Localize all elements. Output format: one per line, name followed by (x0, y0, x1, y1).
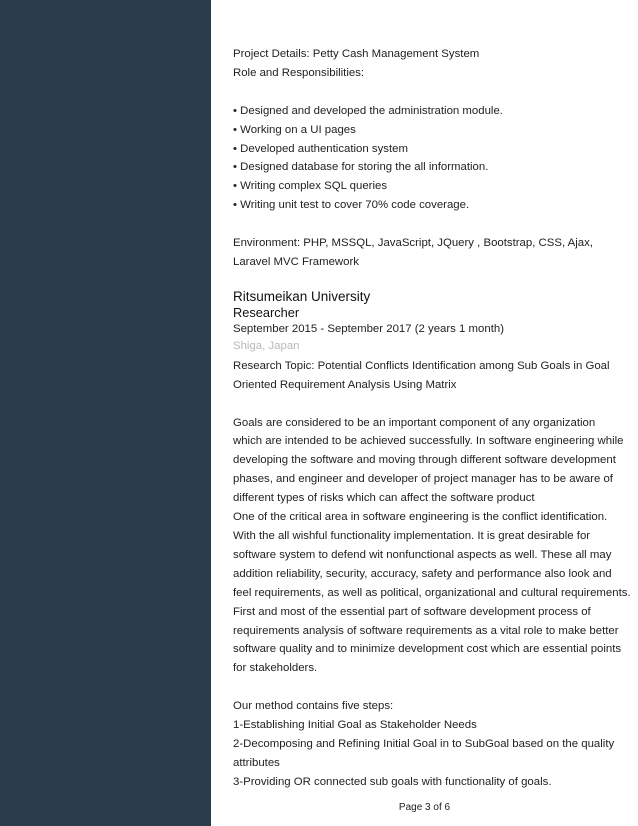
description-line: phases, and engineer and developer of project manager has to be aware of (233, 473, 613, 486)
job-role: Researcher (233, 304, 300, 320)
method-line: attributes (233, 756, 280, 769)
method-steps (233, 697, 623, 792)
research-topic-line: Oriented Requirement Analysis Using Matrix (233, 378, 457, 391)
list-item: • Writing complex SQL queries (233, 180, 388, 193)
description-line: different types of risks which can affect the software product (233, 492, 535, 505)
spacer (233, 272, 623, 286)
description-line: feel requirements, as well as political, organizational and cultural requirements. (233, 586, 631, 599)
list-item: • Working on a UI pages (233, 123, 356, 136)
description-line: First and most of the essential part of software development process of (233, 605, 591, 618)
spacer (233, 215, 623, 234)
method-line: Our method contains five steps: (233, 700, 394, 713)
spacer (233, 83, 623, 102)
environment-line: Laravel MVC Framework (233, 255, 359, 268)
description-line: which are intended to be achieved successfully. In software engineering while (233, 435, 624, 448)
list-item: • Developed authentication system (233, 142, 408, 155)
method-line: 2-Decomposing and Refining Initial Goal in to SubGoal based on the quality (233, 737, 615, 750)
job-location: Shiga, Japan (233, 339, 300, 352)
list-item: • Designed and developed the administration module. (233, 104, 503, 117)
description-line: software quality and to minimize development cost which are essential points (233, 643, 622, 656)
roles-heading: Role and Responsibilities: (233, 66, 365, 79)
company-name: Ritsumeikan University (233, 288, 371, 304)
left-sidebar-panel (0, 0, 211, 826)
environment-line: Environment: PHP, MSSQL, JavaScript, JQuery , Bootstrap, CSS, Ajax, (233, 237, 594, 250)
description-line: software system to defend wit nonfunctional aspects as well. These all may (233, 548, 612, 561)
method-line: 1-Establishing Initial Goal as Stakeholder Needs (233, 719, 477, 732)
resume-content (233, 45, 631, 792)
description-line: One of the critical area in software engineering is the conflict identification. (233, 511, 608, 524)
list-item: • Designed database for storing the all information. (233, 161, 489, 174)
method-line: 3-Providing OR connected sub goals with functionality of goals. (233, 775, 552, 788)
description-line: With the all wishful functionality implementation. It is great desirable for (233, 529, 591, 542)
description-paragraph (233, 414, 631, 679)
spacer (233, 395, 623, 414)
research-topic-line: Research Topic: Potential Conflicts Identification among Sub Goals in Goal (233, 359, 610, 372)
description-line: requirements analysis of software requirements as a vital role to make better (233, 624, 619, 637)
page-number: Page 3 of 6 (398, 802, 451, 813)
list-item: • Writing unit test to cover 70% code coverage. (233, 199, 470, 212)
job-dates: September 2015 - September 2017 (2 years 1 month) (233, 322, 504, 335)
description-line: Goals are considered to be an important component of any organization (233, 416, 596, 429)
responsibility-list (233, 102, 623, 215)
description-line: addition reliability, security, accuracy, safety and performance also look and (233, 567, 612, 580)
spacer (233, 678, 623, 697)
description-line: for stakeholders. (233, 662, 318, 675)
description-line: developing the software and moving through different software development (233, 454, 616, 467)
project-details: Project Details: Petty Cash Management System (233, 48, 480, 60)
